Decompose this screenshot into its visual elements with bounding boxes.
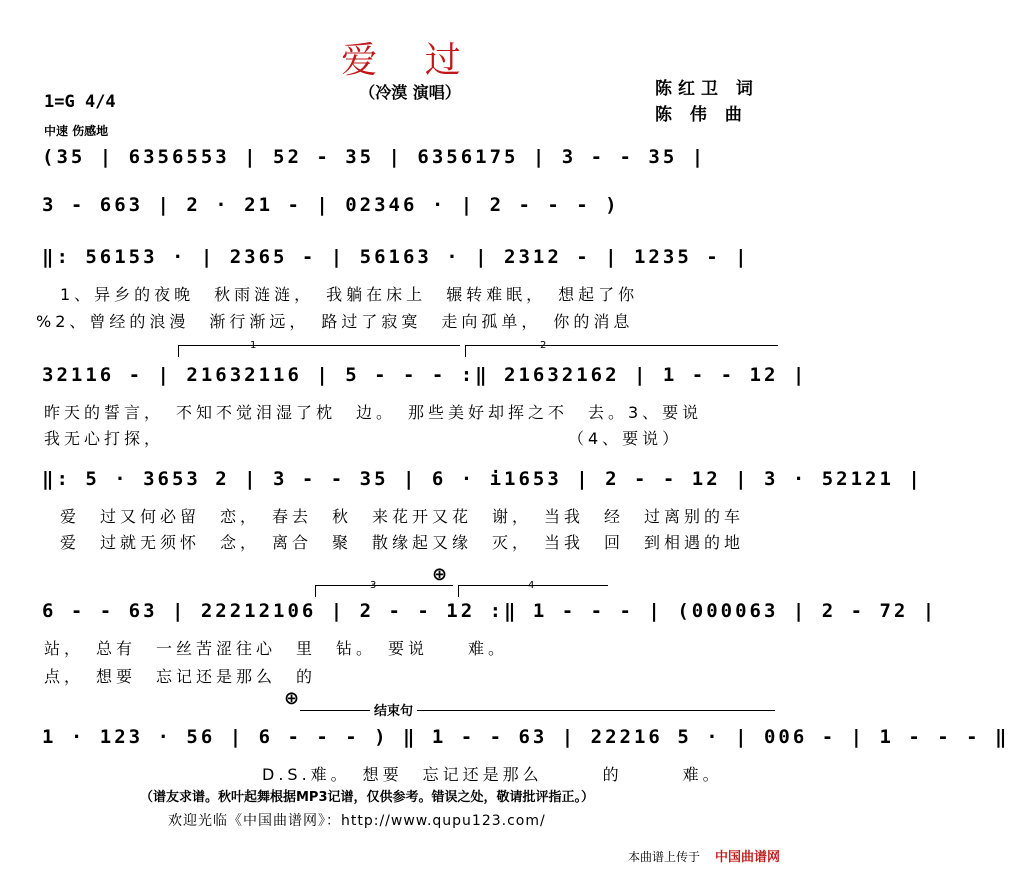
key-signature: 1=G 4/4 bbox=[44, 92, 116, 112]
lyric-row-6a: 站， 总有 一丝苦涩往心 里 钻。 要说 难。 bbox=[44, 639, 509, 658]
staff-row-6: 6 - - 63 | 22212106 | 2 - - 12 :‖ 1 - - - | (000063 | 2 - 72 | bbox=[42, 600, 938, 622]
volta-number-3: 3 bbox=[370, 580, 377, 591]
staff-row-3: ‖: 56153 · | 2365 - | 56163 · | 2312 - | 1235 - | bbox=[42, 246, 750, 268]
volta-bracket-3-start bbox=[315, 585, 316, 597]
lyric-row-3b: %2、曾经的浪漫 渐行渐远， 路过了寂寞 走向孤单， 你的消息 bbox=[36, 312, 634, 331]
volta-bracket-2 bbox=[465, 345, 778, 346]
lyric-row-4b: 我无心打探， （4、要说） bbox=[44, 429, 683, 448]
lyric-row-3a: 1、异乡的夜晚 秋雨涟涟， 我躺在床上 辗转难眠， 想起了你 bbox=[60, 285, 639, 304]
lyric-row-7: D.S.难。 想要 忘记还是那么 的 难。 bbox=[262, 765, 723, 784]
volta-number-1: 1 bbox=[250, 340, 257, 351]
volta-bracket-4-start bbox=[458, 585, 459, 597]
coda-sign-1: ⊕ bbox=[432, 564, 448, 585]
staff-row-4: 32116 - | 21632116 | 5 - - - :‖ 21632162 | 1 - - 12 | bbox=[42, 364, 808, 386]
tempo-marking: 中速 伤感地 bbox=[44, 124, 109, 138]
coda-sign-2: ⊕ bbox=[284, 688, 300, 709]
transcription-note: （谱友求谱。秋叶起舞根据MP3记谱，仅供参考。错误之处，敬请批评指正。） bbox=[140, 790, 595, 805]
ending-label: 结束句 bbox=[370, 700, 417, 719]
staff-row-1: (35 | 6356553 | 52 - 35 | 6356175 | 3 - - 35 | bbox=[42, 146, 707, 168]
uploader-label: 本曲谱上传于 bbox=[628, 850, 701, 864]
volta-bracket-2-start bbox=[465, 345, 466, 357]
volta-number-2: 2 bbox=[540, 340, 547, 351]
volta-bracket-1 bbox=[178, 345, 460, 346]
volta-number-4: 4 bbox=[528, 580, 535, 591]
lyricist-credit: 陈红卫 词 bbox=[655, 79, 759, 99]
composer-credit: 陈 伟 曲 bbox=[655, 105, 748, 125]
volta-bracket-1-start bbox=[178, 345, 179, 357]
volta-bracket-3 bbox=[315, 585, 453, 586]
lyric-row-4a: 昨天的誓言， 不知不觉泪湿了枕 边。 那些美好却挥之不 去。3、要说 bbox=[44, 403, 703, 422]
staff-row-5: ‖: 5 · 3653 2 | 3 - - 35 | 6 · i1653 | 2 - - 12 | 3 · 52121 | bbox=[42, 468, 923, 490]
song-title: 爱 过 bbox=[341, 40, 479, 81]
singer-label: （冷漠 演唱） bbox=[359, 83, 461, 102]
lyric-row-5a: 爱 过又何必留 恋， 春去 秋 来花开又花 谢， 当我 经 过离别的车 bbox=[60, 507, 745, 526]
lyric-row-6b: 点， 想要 忘记还是那么 的 bbox=[44, 667, 317, 686]
staff-row-7: 1 · 123 · 56 | 6 - - - ) ‖ 1 - - 63 | 22216 5 · | 006 - | 1 - - - ‖ bbox=[42, 726, 1009, 748]
site-welcome: 欢迎光临《中国曲谱网》：http://www.qupu123.com/ bbox=[168, 813, 546, 829]
lyric-row-5b: 爱 过就无须怀 念， 离合 聚 散缘起又缘 灭， 当我 回 到相遇的地 bbox=[60, 533, 745, 552]
site-logo: 中国曲谱网 bbox=[715, 850, 781, 865]
staff-row-2: 3 - 663 | 2 · 21 - | 02346 · | 2 - - - ) bbox=[42, 194, 620, 216]
